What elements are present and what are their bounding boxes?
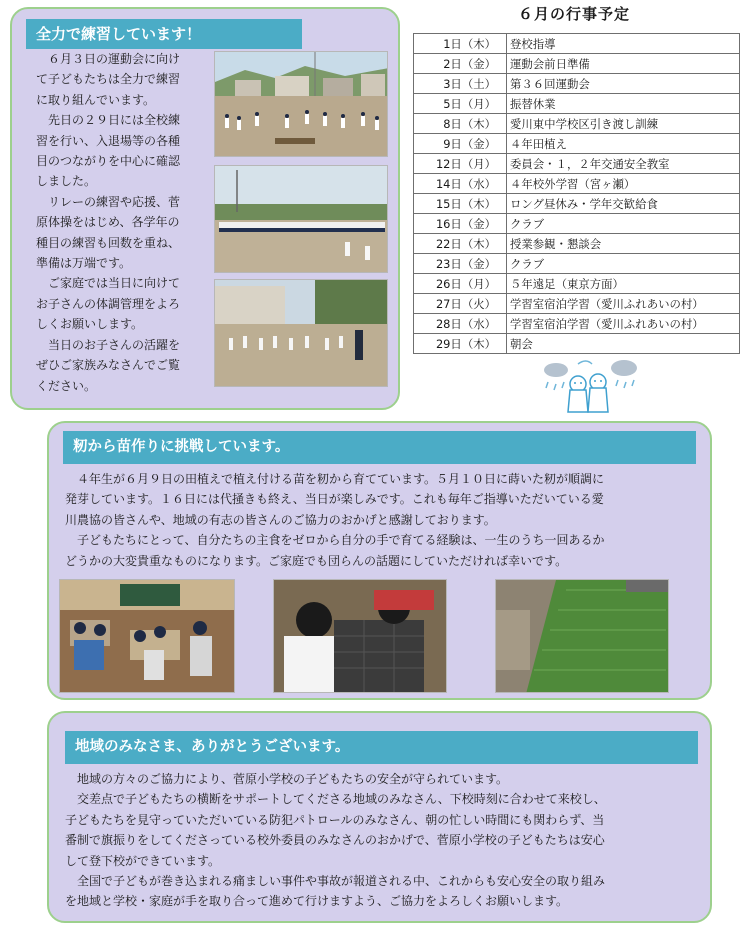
schedule-row (414, 214, 740, 234)
rice-seedling-title: 籾から苗作りに挑戦しています。 (63, 431, 696, 464)
community-thanks-text (65, 769, 705, 912)
schedule-event: クラブ (507, 214, 740, 234)
schedule-row (414, 114, 740, 134)
schedule-date: 12日（月） (414, 154, 507, 174)
schedule-date: 15日（木） (414, 194, 507, 214)
schedule-date: 28日（水） (414, 314, 507, 334)
schedule-date: 1日（木） (414, 34, 507, 54)
schedule-date: 23日（金） (414, 254, 507, 274)
schedule-event: 朝会 (507, 334, 740, 354)
photo-field-practice-1 (214, 51, 388, 157)
community-thanks-title: 地域のみなさま、ありがとうございます。 (65, 731, 698, 764)
schedule-title: ６月の行事予定 (517, 5, 630, 23)
schedule-event: ４年校外学習（宮ヶ瀬） (507, 174, 740, 194)
schedule-table (413, 33, 740, 354)
schedule-date: 29日（木） (414, 334, 507, 354)
sports-day-section (10, 7, 400, 410)
schedule-row (414, 314, 740, 334)
schedule-date: 2日（金） (414, 54, 507, 74)
schedule-date: 27日（火） (414, 294, 507, 314)
schedule-row (414, 234, 740, 254)
schedule-event: 学習室宿泊学習（愛川ふれあいの村） (507, 314, 740, 334)
schedule-row (414, 154, 740, 174)
rice-seedling-paragraph: 子どもたちにとって、自分たちの主食をゼロから自分の手で育てる経験は、一生のうち一回あるか どうかの大変貴重なものになります。ご家庭でも団らんの話題にしていただければ幸いです。 (65, 533, 605, 568)
rice-seedling-section (47, 421, 712, 700)
sports-day-text (36, 49, 216, 396)
photo-field-practice-3 (214, 279, 388, 387)
schedule-event: 委員会・１，２年交通安全教室 (507, 154, 740, 174)
schedule-date: 14日（水） (414, 174, 507, 194)
schedule-row (414, 294, 740, 314)
schedule-event: ４年田植え (507, 134, 740, 154)
sports-day-title: 全力で練習しています！ (26, 19, 302, 49)
schedule-event: 登校指導 (507, 34, 740, 54)
photo-students-seedlings (273, 579, 447, 693)
schedule-event: ５年遠足（東京方面） (507, 274, 740, 294)
community-thanks-paragraph: 全国で子どもが巻き込まれる痛ましい事件や事故が報道される中、これからも安心安全の取り組み を地域と学校・家庭が手を取り合って進めて行けますよう、ご協力をよろしくお願いします。 (65, 874, 606, 909)
schedule-event: 授業参観・懇談会 (507, 234, 740, 254)
schedule-date: 3日（土） (414, 74, 507, 94)
schedule-row (414, 34, 740, 54)
sports-day-paragraph: 先日の２９日には全校練 習を行い、入退場等の各種 目のつながりを中心に確認 しました。 (36, 113, 181, 189)
schedule-date: 22日（木） (414, 234, 507, 254)
schedule-date: 9日（金） (414, 134, 507, 154)
schedule-row (414, 174, 740, 194)
sports-day-paragraph: リレーの練習や応援、菅 原体操をはじめ、各学年の 種目の練習も回数を重ね、 準備は万端です。 (36, 194, 181, 271)
schedule-event: 学習室宿泊学習（愛川ふれあいの村） (507, 294, 740, 314)
schedule-row (414, 74, 740, 94)
teru-teru-bozu-illustration (540, 356, 640, 418)
rice-seedling-paragraph: ４年生が６月９日の田植えで植え付ける苗を籾から育てています。５月１０日に蒔いた籾が順調に 発芽しています。１６日には代掻きも終え、当日が楽しみです。これも毎年ご指導いただいている愛 川農協の皆さんや、地域の有志の皆さんのご協力のおかげと感謝しております。 (65, 472, 605, 527)
schedule-row (414, 134, 740, 154)
photo-classroom (59, 579, 235, 693)
schedule-event: 愛川東中学校区引き渡し訓練 (507, 114, 740, 134)
schedule-row (414, 274, 740, 294)
rice-seedling-text (65, 469, 705, 571)
schedule-event: ロング昼休み・学年交歓給食 (507, 194, 740, 214)
schedule-row (414, 94, 740, 114)
photo-rice-seedling-bed (495, 579, 669, 693)
schedule-row (414, 334, 740, 354)
schedule-date: 16日（金） (414, 214, 507, 234)
photo-field-practice-2 (214, 165, 388, 273)
community-thanks-section (47, 711, 712, 923)
schedule-event: 振替休業 (507, 94, 740, 114)
sports-day-paragraph: ６月３日の運動会に向け て子どもたちは全力で練習 に取り組んでいます。 (36, 52, 181, 107)
schedule-row (414, 54, 740, 74)
community-thanks-paragraph: 交差点で子どもたちの横断をサポートしてくださる地域のみなさん、下校時刻に合わせて来校し、 子どもたちを見守っていただいている防犯パトロールのみなさん、朝の忙しい時間にも関わらず、当 番制で旗振りをしてくださっている校外委員のみなさんのおかげで、菅原小学校の子どもたちは安心 して登下校ができています。 (65, 792, 606, 868)
community-thanks-paragraph: 地域の方々のご協力により、菅原小学校の子どもたちの安全が守られています。 (65, 772, 509, 786)
schedule-row (414, 194, 740, 214)
schedule-date: 5日（月） (414, 94, 507, 114)
schedule-event: 第３６回運動会 (507, 74, 740, 94)
schedule-row (414, 254, 740, 274)
schedule-event: クラブ (507, 254, 740, 274)
schedule-date: 8日（木） (414, 114, 507, 134)
sports-day-paragraph: ご家庭では当日に向けて お子さんの体調管理をよろ しくお願いします。 (36, 276, 181, 332)
sports-day-paragraph: 当日のお子さんの活躍を ぜひご家族みなさんでご覧 ください。 (36, 337, 181, 393)
schedule-date: 26日（月） (414, 274, 507, 294)
schedule-event: 運動会前日準備 (507, 54, 740, 74)
